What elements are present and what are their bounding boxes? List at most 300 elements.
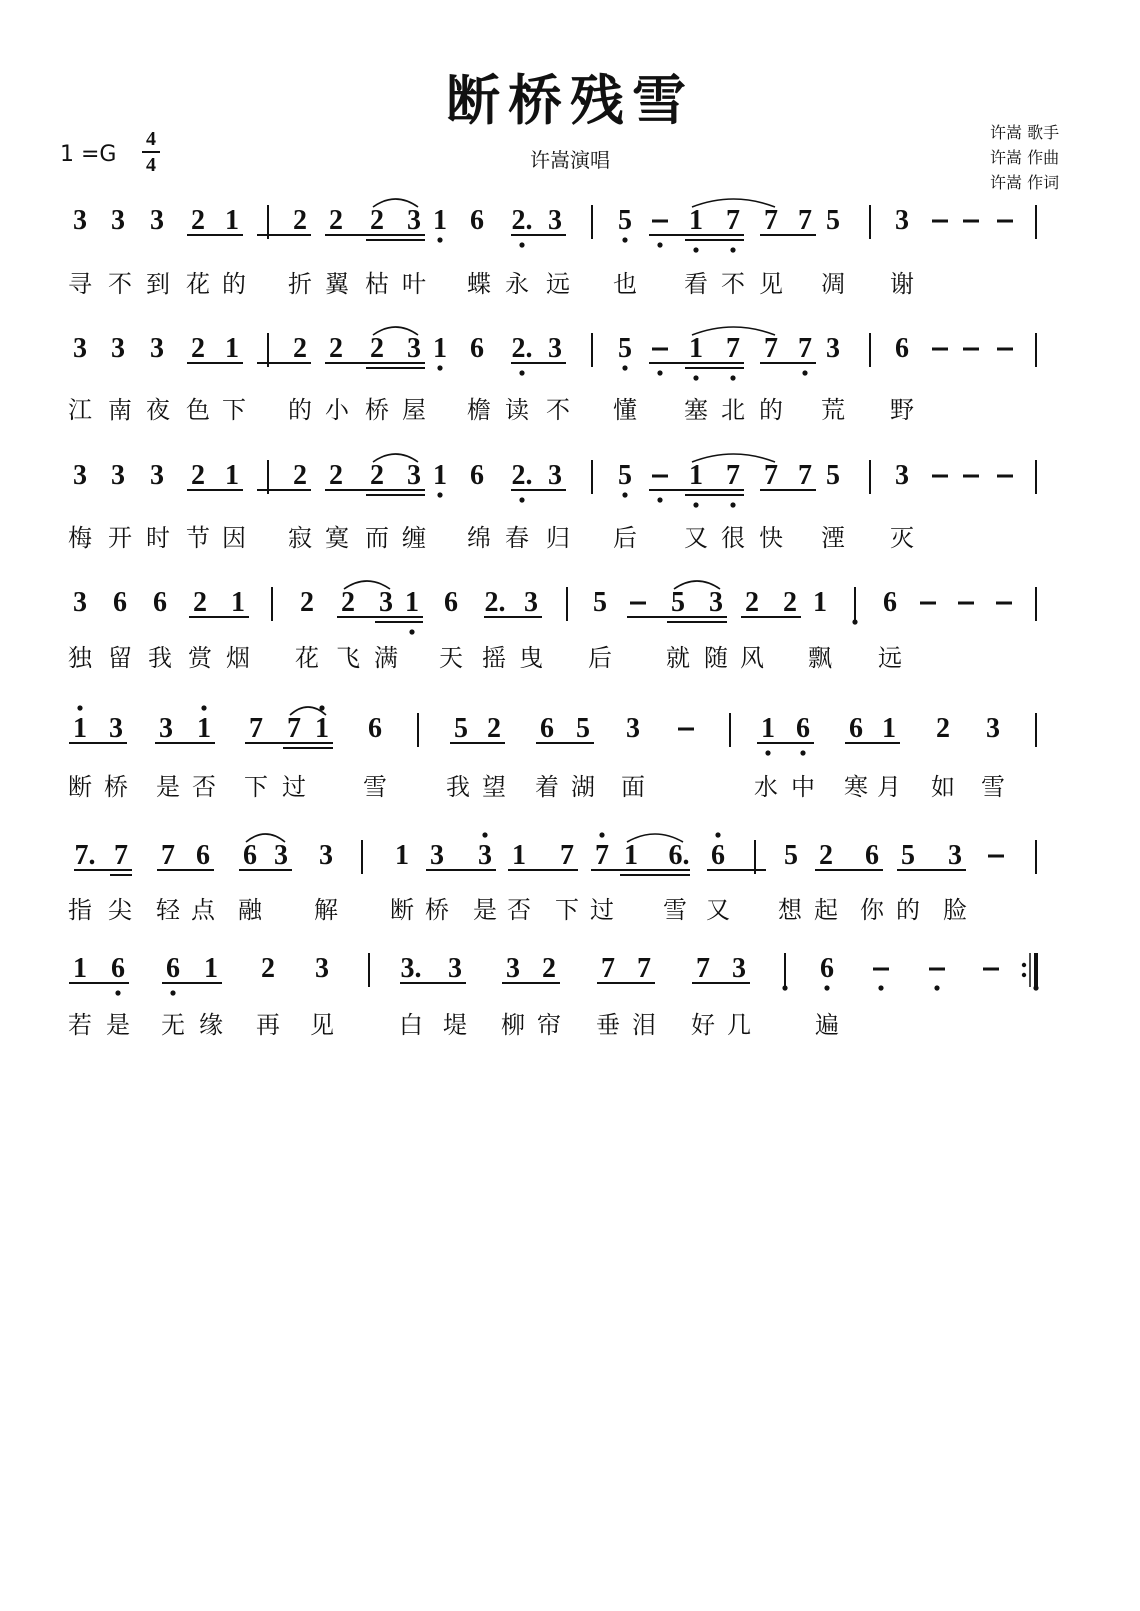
octave-dot bbox=[622, 365, 627, 370]
lyric-char: 缘 bbox=[199, 1011, 223, 1039]
note: 1 bbox=[225, 460, 239, 491]
lyric-char: 时 bbox=[146, 524, 170, 552]
note: 3 bbox=[732, 953, 746, 984]
octave-dot bbox=[519, 370, 524, 375]
note: 7 bbox=[798, 205, 812, 236]
note: 3 bbox=[986, 713, 1000, 744]
lyric-char: 檐 bbox=[467, 396, 491, 424]
lyric-char: 帘 bbox=[537, 1011, 561, 1039]
lyric-char: 雪 bbox=[663, 896, 687, 924]
note: 6 bbox=[796, 713, 810, 744]
lyric-char: 指 bbox=[68, 896, 92, 924]
note: 1 bbox=[689, 205, 703, 236]
note: 7 bbox=[637, 953, 651, 984]
lyric-char: 泪 bbox=[632, 1011, 656, 1039]
lyric-char: 湖 bbox=[571, 773, 595, 801]
note: 6 bbox=[470, 205, 484, 236]
note: 6 bbox=[895, 333, 909, 364]
lyric-char: 屋 bbox=[402, 396, 426, 424]
note: 5 bbox=[593, 587, 607, 618]
lyric-char: 就 bbox=[666, 644, 690, 672]
lyric-char: 寒 bbox=[844, 773, 868, 801]
note: 2 bbox=[936, 713, 950, 744]
lyric-char: 堤 bbox=[443, 1011, 467, 1039]
lyric-char: 节 bbox=[186, 524, 210, 552]
lyric-char: 是 bbox=[156, 773, 180, 801]
lyric-char: 色 bbox=[186, 396, 210, 424]
note: 2. bbox=[511, 333, 533, 364]
note: 6 bbox=[865, 840, 879, 871]
lyrics-system-5 bbox=[68, 773, 1005, 801]
note: 7 bbox=[161, 840, 175, 871]
lyric-char: 见 bbox=[759, 270, 783, 298]
octave-dot bbox=[715, 832, 720, 837]
note: 6 bbox=[243, 840, 257, 871]
lyric-char: 过 bbox=[282, 773, 306, 801]
octave-dot bbox=[437, 492, 442, 497]
note: 2 bbox=[191, 460, 205, 491]
lyric-char: 叶 bbox=[402, 270, 426, 298]
octave-dot bbox=[824, 985, 829, 990]
note: 7 bbox=[726, 205, 740, 236]
note: 2 bbox=[487, 713, 501, 744]
note: 3 bbox=[111, 333, 125, 364]
lyrics-system-7 bbox=[68, 1011, 839, 1039]
lyric-char: 着 bbox=[535, 773, 559, 801]
note: 3 bbox=[407, 205, 421, 236]
lyric-char: 飘 bbox=[808, 644, 832, 672]
octave-dot bbox=[782, 985, 787, 990]
note: 2 bbox=[783, 587, 797, 618]
note: 3 bbox=[626, 713, 640, 744]
lyrics-system-2 bbox=[68, 396, 914, 424]
note: 3 bbox=[407, 460, 421, 491]
octave-dot bbox=[693, 502, 698, 507]
octave-dot bbox=[934, 985, 939, 990]
note: 2 bbox=[300, 587, 314, 618]
lyric-char: 桥 bbox=[365, 396, 389, 424]
note: 3. bbox=[400, 953, 422, 984]
note: 3 bbox=[709, 587, 723, 618]
lyric-char: 缠 bbox=[402, 524, 426, 552]
note: 1 bbox=[624, 840, 638, 871]
note: 3 bbox=[73, 333, 87, 364]
note: 1 bbox=[197, 713, 211, 744]
note: 1 bbox=[395, 840, 409, 871]
note: 3 bbox=[274, 840, 288, 871]
lyric-char: 下 bbox=[222, 396, 246, 424]
lyric-char: 翼 bbox=[325, 270, 349, 298]
lyric-char: 望 bbox=[482, 773, 506, 801]
lyric-char: 柳 bbox=[501, 1011, 525, 1039]
lyric-char: 后 bbox=[613, 524, 637, 552]
lyric-char: 摇 bbox=[482, 644, 506, 672]
octave-dot bbox=[409, 629, 414, 634]
note: 3 bbox=[159, 713, 173, 744]
octave-dot bbox=[693, 375, 698, 380]
lyric-char: 寂 bbox=[288, 524, 312, 552]
lyric-char: 见 bbox=[310, 1011, 334, 1039]
note: 3 bbox=[478, 840, 492, 871]
note: 1 bbox=[73, 713, 87, 744]
lyric-char: 的 bbox=[896, 896, 920, 924]
note: 3 bbox=[150, 460, 164, 491]
octave-dot bbox=[878, 985, 883, 990]
note: 3 bbox=[73, 205, 87, 236]
note: 7 bbox=[696, 953, 710, 984]
lyric-char: 到 bbox=[146, 270, 170, 298]
note: 6 bbox=[470, 460, 484, 491]
lyric-char: 是 bbox=[106, 1011, 130, 1039]
lyric-char: 远 bbox=[878, 644, 902, 672]
octave-dot bbox=[730, 247, 735, 252]
lyric-char: 过 bbox=[590, 896, 614, 924]
lyric-char: 遍 bbox=[815, 1011, 839, 1039]
note: 7 bbox=[726, 333, 740, 364]
lyric-char: 灭 bbox=[890, 524, 914, 552]
octave-dot bbox=[1033, 985, 1038, 990]
lyric-char: 开 bbox=[108, 524, 132, 552]
lyric-char: 北 bbox=[721, 396, 745, 424]
note: 3 bbox=[73, 460, 87, 491]
lyric-char: 中 bbox=[791, 773, 815, 801]
note: 7 bbox=[726, 460, 740, 491]
lyric-char: 垂 bbox=[596, 1011, 620, 1039]
lyric-char: 读 bbox=[505, 396, 529, 424]
note: 6 bbox=[196, 840, 210, 871]
lyric-char: 远 bbox=[546, 270, 570, 298]
note: 2 bbox=[819, 840, 833, 871]
note: 1 bbox=[225, 333, 239, 364]
note: 7 bbox=[764, 460, 778, 491]
note: 3 bbox=[109, 713, 123, 744]
octave-dot bbox=[657, 370, 662, 375]
note: 6. bbox=[668, 840, 690, 871]
note: 2 bbox=[370, 333, 384, 364]
lyric-char: 水 bbox=[754, 773, 778, 801]
note: 1 bbox=[231, 587, 245, 618]
credit-composer: 许嵩 作曲 bbox=[990, 148, 1060, 167]
credit-singer: 许嵩 歌手 bbox=[990, 123, 1060, 142]
note: 6 bbox=[113, 587, 127, 618]
lyric-char: 面 bbox=[621, 773, 645, 801]
note: 5 bbox=[826, 460, 840, 491]
lyrics-system-3 bbox=[68, 524, 914, 552]
note: 2 bbox=[193, 587, 207, 618]
lyric-char: 不 bbox=[721, 270, 745, 298]
note: 6 bbox=[470, 333, 484, 364]
lyric-char: 懂 bbox=[613, 396, 637, 424]
lyric-char: 谢 bbox=[890, 270, 914, 298]
lyric-char: 看 bbox=[684, 270, 708, 298]
note: 3 bbox=[379, 587, 393, 618]
note: 5 bbox=[901, 840, 915, 871]
octave-dot bbox=[765, 750, 770, 755]
lyric-char: 好 bbox=[691, 1011, 715, 1039]
note: 5 bbox=[618, 205, 632, 236]
octave-dot bbox=[519, 497, 524, 502]
octave-dot bbox=[730, 502, 735, 507]
note: 6 bbox=[166, 953, 180, 984]
lyric-char: 的 bbox=[222, 270, 246, 298]
lyric-char: 塞 bbox=[684, 396, 708, 424]
note: 1 bbox=[315, 713, 329, 744]
notes-system-7 bbox=[69, 953, 1039, 996]
note: 3 bbox=[548, 460, 562, 491]
octave-dot bbox=[519, 242, 524, 247]
note: 1 bbox=[405, 587, 419, 618]
lyric-char: 江 bbox=[68, 396, 92, 424]
notes-system-1 bbox=[73, 199, 1036, 253]
lyric-char: 起 bbox=[814, 896, 838, 924]
note: 2 bbox=[293, 460, 307, 491]
lyric-char: 的 bbox=[288, 396, 312, 424]
octave-dot bbox=[622, 492, 627, 497]
note: 5 bbox=[454, 713, 468, 744]
lyric-char: 下 bbox=[555, 896, 579, 924]
notes-system-5 bbox=[69, 705, 1036, 755]
note: 3 bbox=[524, 587, 538, 618]
lyric-char: 折 bbox=[288, 270, 312, 298]
lyric-char: 轻 bbox=[156, 896, 180, 924]
credit-lyricist: 许嵩 作词 bbox=[990, 173, 1060, 192]
note: 5 bbox=[576, 713, 590, 744]
note: 2 bbox=[329, 460, 343, 491]
lyric-char: 春 bbox=[505, 524, 529, 552]
note: 3 bbox=[826, 333, 840, 364]
octave-dot bbox=[657, 497, 662, 502]
lyric-char: 几 bbox=[727, 1011, 751, 1039]
notes-system-6 bbox=[74, 832, 1036, 875]
note: 2 bbox=[329, 333, 343, 364]
note: 5 bbox=[618, 460, 632, 491]
note: 7 bbox=[798, 460, 812, 491]
lyric-char: 若 bbox=[68, 1011, 92, 1039]
note: 7 bbox=[595, 840, 609, 871]
note: 2. bbox=[511, 205, 533, 236]
note: 6 bbox=[111, 953, 125, 984]
lyric-char: 月 bbox=[877, 773, 901, 801]
lyric-char: 野 bbox=[890, 396, 914, 424]
octave-dot bbox=[482, 832, 487, 837]
note: 7 bbox=[287, 713, 301, 744]
note: 3 bbox=[506, 953, 520, 984]
note: 7 bbox=[764, 333, 778, 364]
lyric-char: 融 bbox=[238, 896, 262, 924]
note: 1 bbox=[73, 953, 87, 984]
note: 6 bbox=[820, 953, 834, 984]
note: 2 bbox=[745, 587, 759, 618]
lyric-char: 烟 bbox=[226, 644, 250, 672]
lyric-char: 否 bbox=[507, 896, 531, 924]
lyric-char: 点 bbox=[191, 896, 215, 924]
lyric-char: 再 bbox=[256, 1011, 280, 1039]
lyric-char: 断 bbox=[390, 896, 414, 924]
note: 7 bbox=[560, 840, 574, 871]
note: 6 bbox=[444, 587, 458, 618]
lyric-char: 风 bbox=[740, 644, 764, 672]
lyric-char: 不 bbox=[108, 270, 132, 298]
octave-dot bbox=[77, 705, 82, 710]
octave-dot bbox=[437, 237, 442, 242]
lyric-char: 留 bbox=[108, 644, 132, 672]
lyrics-system-4 bbox=[68, 644, 902, 672]
octave-dot bbox=[800, 750, 805, 755]
note: 7 bbox=[249, 713, 263, 744]
lyric-char: 曳 bbox=[519, 644, 543, 672]
lyric-char: 很 bbox=[721, 524, 745, 552]
note: 3 bbox=[895, 460, 909, 491]
time-signature-top: 4 bbox=[146, 128, 156, 150]
lyric-char: 因 bbox=[222, 524, 246, 552]
lyric-char: 桥 bbox=[425, 896, 449, 924]
note: 1 bbox=[433, 205, 447, 236]
note: 1 bbox=[433, 460, 447, 491]
notes-system-4 bbox=[73, 581, 1036, 635]
lyric-char: 独 bbox=[68, 644, 92, 672]
lyric-char: 白 bbox=[399, 1011, 423, 1039]
lyric-char: 否 bbox=[192, 773, 216, 801]
note: 7 bbox=[764, 205, 778, 236]
page-title: 断桥残雪 bbox=[446, 69, 694, 132]
note: 6 bbox=[849, 713, 863, 744]
octave-dot bbox=[657, 242, 662, 247]
lyric-char: 归 bbox=[546, 524, 570, 552]
lyric-char: 我 bbox=[446, 773, 470, 801]
note: 2 bbox=[261, 953, 275, 984]
octave-dot bbox=[599, 832, 604, 837]
note: 3 bbox=[150, 205, 164, 236]
key-signature: 1 =G bbox=[60, 142, 117, 167]
lyric-char: 花 bbox=[295, 644, 319, 672]
lyric-char: 小 bbox=[325, 396, 349, 424]
note: 5 bbox=[784, 840, 798, 871]
note: 3 bbox=[150, 333, 164, 364]
octave-dot bbox=[802, 370, 807, 375]
lyric-char: 又 bbox=[684, 524, 708, 552]
note: 3 bbox=[548, 333, 562, 364]
lyric-char: 湮 bbox=[821, 524, 845, 552]
lyric-char: 你 bbox=[860, 896, 884, 924]
note: 7 bbox=[114, 840, 128, 871]
lyric-char: 脸 bbox=[943, 896, 967, 924]
notes-system-2 bbox=[73, 327, 1036, 381]
octave-dot bbox=[730, 375, 735, 380]
lyric-char: 也 bbox=[613, 270, 637, 298]
lyric-char: 无 bbox=[161, 1011, 185, 1039]
note: 7 bbox=[798, 333, 812, 364]
lyric-char: 解 bbox=[314, 896, 338, 924]
lyrics-system-6 bbox=[68, 896, 967, 924]
note: 1 bbox=[689, 333, 703, 364]
note: 3 bbox=[895, 205, 909, 236]
note: 7 bbox=[601, 953, 615, 984]
note: 3 bbox=[319, 840, 333, 871]
lyric-char: 满 bbox=[374, 644, 398, 672]
octave-dot bbox=[693, 247, 698, 252]
lyric-char: 寞 bbox=[325, 524, 349, 552]
note: 3 bbox=[407, 333, 421, 364]
note: 3 bbox=[111, 205, 125, 236]
note: 2. bbox=[511, 460, 533, 491]
lyric-char: 又 bbox=[706, 896, 730, 924]
notes-system-3 bbox=[73, 454, 1036, 508]
note: 6 bbox=[153, 587, 167, 618]
lyric-char: 桥 bbox=[104, 773, 128, 801]
note: 2 bbox=[293, 205, 307, 236]
lyric-char: 的 bbox=[759, 396, 783, 424]
note: 2 bbox=[191, 205, 205, 236]
lyric-char: 蝶 bbox=[467, 270, 491, 298]
singer-label: 许嵩演唱 bbox=[530, 148, 610, 172]
lyric-char: 是 bbox=[473, 896, 497, 924]
octave-dot bbox=[437, 365, 442, 370]
lyric-char: 后 bbox=[588, 644, 612, 672]
time-signature-bottom: 4 bbox=[146, 154, 156, 176]
note: 2 bbox=[341, 587, 355, 618]
repeat-dot bbox=[1022, 973, 1026, 977]
note: 5 bbox=[618, 333, 632, 364]
note: 3 bbox=[73, 587, 87, 618]
lyric-char: 永 bbox=[505, 270, 529, 298]
note: 7. bbox=[74, 840, 96, 871]
note: 3 bbox=[448, 953, 462, 984]
note: 2 bbox=[370, 205, 384, 236]
note: 3 bbox=[548, 205, 562, 236]
octave-dot bbox=[622, 237, 627, 242]
note: 6 bbox=[368, 713, 382, 744]
note: 6 bbox=[883, 587, 897, 618]
lyric-char: 梅 bbox=[68, 524, 92, 552]
octave-dot bbox=[170, 990, 175, 995]
note: 5 bbox=[826, 205, 840, 236]
note: 6 bbox=[540, 713, 554, 744]
lyrics-system-1 bbox=[68, 270, 914, 298]
lyric-char: 不 bbox=[546, 396, 570, 424]
lyric-char: 花 bbox=[186, 270, 210, 298]
lyric-char: 荒 bbox=[821, 396, 845, 424]
note: 3 bbox=[948, 840, 962, 871]
note: 1 bbox=[512, 840, 526, 871]
lyric-char: 想 bbox=[778, 896, 802, 924]
note: 1 bbox=[882, 713, 896, 744]
note: 1 bbox=[813, 587, 827, 618]
lyric-char: 断 bbox=[68, 773, 92, 801]
note: 2 bbox=[542, 953, 556, 984]
lyric-char: 天 bbox=[439, 644, 463, 672]
note: 1 bbox=[204, 953, 218, 984]
lyric-char: 雪 bbox=[363, 773, 387, 801]
lyric-char: 下 bbox=[244, 773, 268, 801]
note: 2 bbox=[191, 333, 205, 364]
note: 2 bbox=[370, 460, 384, 491]
lyric-char: 绵 bbox=[467, 524, 491, 552]
lyric-char: 快 bbox=[759, 524, 783, 552]
lyric-char: 夜 bbox=[146, 396, 170, 424]
note: 1 bbox=[761, 713, 775, 744]
note: 2. bbox=[484, 587, 506, 618]
note: 1 bbox=[689, 460, 703, 491]
lyric-char: 雪 bbox=[981, 773, 1005, 801]
note: 2 bbox=[329, 205, 343, 236]
note: 2 bbox=[293, 333, 307, 364]
lyric-char: 飞 bbox=[336, 644, 360, 672]
note: 3 bbox=[315, 953, 329, 984]
note: 1 bbox=[433, 333, 447, 364]
note: 5 bbox=[671, 587, 685, 618]
octave-dot bbox=[852, 619, 857, 624]
lyric-char: 我 bbox=[148, 644, 172, 672]
